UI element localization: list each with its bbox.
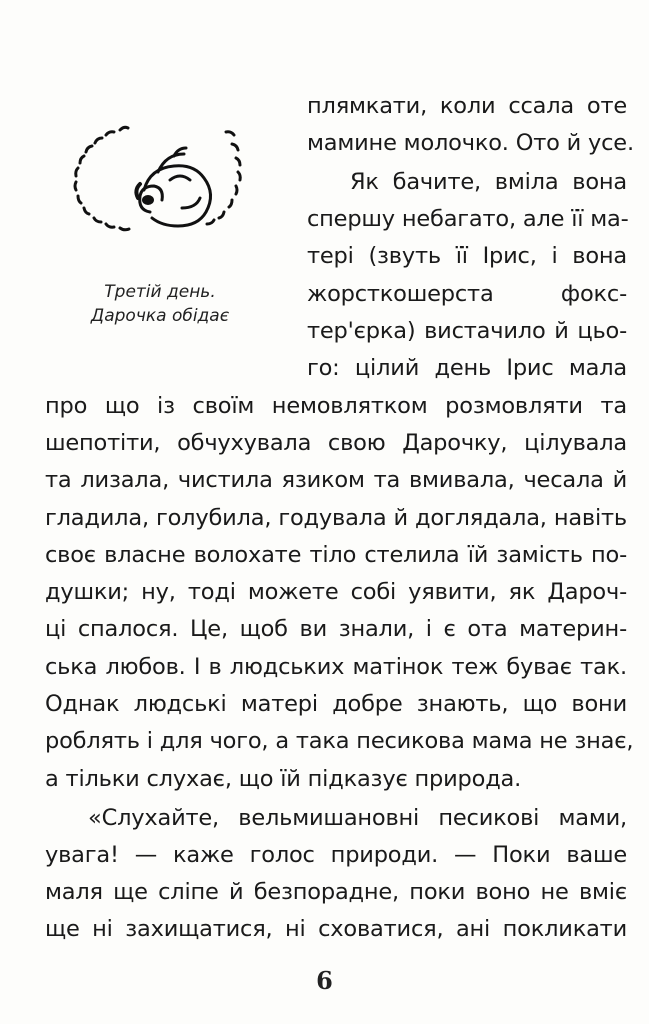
text-line: го: цілий день Ірис мала [307, 355, 627, 381]
sleeping-puppy-illustration [66, 120, 246, 255]
text-line: плямкати, коли ссала оте [307, 93, 627, 119]
caption-line-2: Дарочка обідає [90, 306, 230, 326]
text-line: «Слухайте, вельмишановні песикові мами, [88, 805, 627, 831]
text-line: жорсткошерста фокс- [307, 281, 627, 307]
text-line: а тільки слухає, що їй підказує природа. [45, 766, 522, 792]
text-line: гладила, голубила, годувала й доглядала, навіть [45, 505, 627, 531]
text-line: роблять і для чого, а така песикова мама не знає, [45, 728, 634, 754]
text-line: ще ні захищатися, ні сховатися, ані покликати [45, 916, 627, 942]
text-line: тер'єрка) вистачило й цьо- [307, 318, 627, 344]
text-line: маля ще сліпе й безпорадне, поки воно не вміє [45, 879, 627, 905]
text-line: Однак людські матері добре знають, що вони [45, 691, 627, 717]
page-number: 6 [316, 966, 333, 995]
text-line: мамине молочко. Ото й усе. [307, 130, 634, 156]
caption-line-1: Третій день. [104, 282, 216, 302]
text-line: шепотіти, обчухувала свою Дарочку, цілувала [45, 430, 627, 456]
text-line: та лизала, чистила язиком та вмивала, чесала й [45, 467, 627, 493]
illustration-caption [60, 280, 260, 328]
text-line: увага! — каже голос природи. — Поки ваше [45, 842, 627, 868]
text-line: ці спалося. Це, щоб ви знали, і є ота материн- [45, 616, 627, 642]
text-line: душки; ну, тоді можете собі уявити, як Дароч- [45, 579, 627, 605]
text-line: ська любов. І в людських матінок теж буває так. [45, 654, 627, 680]
text-line: про що із своїм немовлятком розмовляти та [45, 393, 627, 419]
text-line: спершу небагато, але її ма- [307, 206, 629, 232]
text-line: тері (звуть її Ірис, і вона [307, 243, 627, 269]
text-line: Як бачите, вміла вона [350, 169, 627, 195]
text-line: своє власне волохате тіло стелила їй замість по- [45, 542, 627, 568]
